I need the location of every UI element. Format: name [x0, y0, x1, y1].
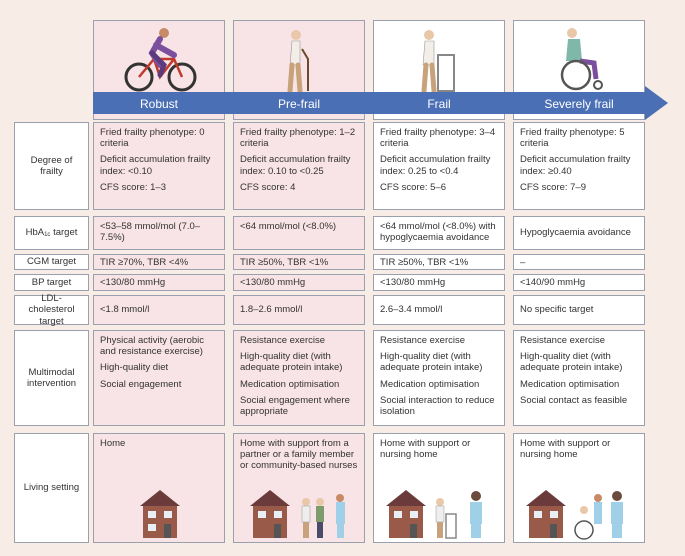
living-text: Home: [100, 438, 126, 449]
degree-text: Fried frailty phenotype: 1–2 criteria: [240, 127, 356, 150]
living-frail: [373, 433, 505, 543]
degree-text: Fried frailty phenotype: 3–4 criteria: [380, 127, 496, 150]
multimodal-frail: [373, 330, 505, 426]
row-label-degree: [14, 122, 89, 210]
cgm-severely-frail: –: [513, 254, 645, 270]
degree-text: Fried frailty phenotype: 5 criteria: [520, 127, 625, 150]
house-with-nurse-icon: [384, 488, 494, 540]
row-label-living: Living setting: [14, 433, 89, 543]
multimodal-severely-frail: [513, 330, 645, 426]
intervention-item: Resistance exercise: [520, 335, 606, 346]
row-label-ldl: LDL-cholesterol target: [14, 295, 89, 325]
intervention-item: Social engagement where appropriate: [240, 394, 350, 418]
degree-robust: [93, 122, 225, 210]
degree-text: CFS score: 7–9: [520, 181, 586, 193]
degree-text: Deficit accumulation frailty index: <0.10: [100, 154, 211, 177]
stage-robust: Robust: [139, 97, 179, 111]
degree-severely-frail: [513, 122, 645, 210]
intervention-item: Medication optimisation: [240, 378, 340, 390]
degree-label-text: Degree of frailty: [30, 154, 73, 177]
elderly-walker-icon: [374, 25, 504, 95]
living-pre-frail: [233, 433, 365, 543]
bp-pre-frail: <130/80 mmHg: [233, 274, 365, 291]
intervention-item: Medication optimisation: [520, 378, 620, 390]
ldl-severely-frail: No specific target: [513, 295, 645, 325]
degree-text: CFS score: 5–6: [380, 181, 446, 193]
stage-pre-frail: Pre-frail: [277, 97, 320, 111]
intervention-item: Medication optimisation: [380, 378, 480, 390]
row-label-multimodal: Multimodal intervention: [14, 330, 89, 426]
ldl-frail: 2.6–3.4 mmol/l: [373, 295, 505, 325]
degree-text: Deficit accumulation frailty index: 0.25 to <0.4: [380, 154, 491, 177]
hba1c-severely-frail: Hypoglycaemia avoidance: [513, 216, 645, 250]
house-with-carers-icon: [524, 488, 634, 540]
row-label-cgm: CGM target: [14, 254, 89, 270]
intervention-item: High-quality diet (with adequate protein intake): [520, 351, 623, 374]
house-icon: [138, 488, 182, 540]
degree-text: CFS score: 1–3: [100, 181, 166, 193]
bp-robust: <130/80 mmHg: [93, 274, 225, 291]
house-with-support-icon: [248, 488, 358, 540]
multimodal-robust: [93, 330, 225, 426]
degree-text: Deficit accumulation frailty index: ≥0.40: [520, 154, 631, 177]
living-text: Home with support or nursing home: [520, 438, 611, 461]
hba1c-pre-frail: <64 mmol/mol (<8.0%): [233, 216, 365, 250]
living-robust: [93, 433, 225, 543]
intervention-item: Physical activity (aerobic and resistance exercise): [100, 335, 205, 358]
living-text: Home with support or nursing home: [380, 438, 471, 461]
degree-pre-frail: [233, 122, 365, 210]
degree-frail: [373, 122, 505, 210]
stage-severely-frail: Severely frail: [544, 97, 614, 111]
ldl-robust: <1.8 mmol/l: [93, 295, 225, 325]
degree-text: Fried frailty phenotype: 0 criteria: [100, 127, 205, 150]
hba1c-label-sub: 1c: [44, 231, 51, 238]
living-severely-frail: [513, 433, 645, 543]
intervention-item: Social engagement: [100, 378, 182, 390]
degree-text: Deficit accumulation frailty index: 0.10 to <0.25: [240, 154, 351, 177]
living-text: Home with support from a partner or a family member or community-based nurses: [240, 438, 358, 472]
hba1c-robust: <53–58 mmol/mol (7.0–7.5%): [93, 216, 225, 250]
degree-text: CFS score: 4: [240, 181, 296, 193]
intervention-item: Social interaction to reduce isolation: [380, 394, 495, 418]
hba1c-label: [26, 227, 78, 239]
intervention-item: Social contact as feasible: [520, 394, 628, 406]
wheelchair-icon: [514, 25, 644, 95]
multimodal-pre-frail: [233, 330, 365, 426]
cgm-frail: TIR ≥50%, TBR <1%: [373, 254, 505, 270]
stage-frail: Frail: [427, 97, 451, 111]
hba1c-frail: <64 mmol/mol (<8.0%) with hypoglycaemia avoidance: [373, 216, 505, 250]
row-label-bp: BP target: [14, 274, 89, 291]
cyclist-icon: [94, 25, 224, 95]
hba1c-label-rest: target: [50, 226, 78, 238]
bp-frail: <130/80 mmHg: [373, 274, 505, 291]
ldl-pre-frail: 1.8–2.6 mmol/l: [233, 295, 365, 325]
intervention-item: Resistance exercise: [380, 335, 466, 346]
intervention-item: Resistance exercise: [240, 335, 326, 346]
intervention-item: High-quality diet: [100, 362, 169, 374]
cgm-pre-frail: TIR ≥50%, TBR <1%: [233, 254, 365, 270]
elderly-cane-icon: [234, 25, 364, 95]
hba1c-label-main: HbA: [25, 226, 45, 238]
intervention-item: High-quality diet (with adequate protein intake): [380, 351, 483, 374]
bp-severely-frail: <140/90 mmHg: [513, 274, 645, 291]
intervention-item: High-quality diet (with adequate protein intake): [240, 351, 343, 374]
row-label-hba1c: [14, 216, 89, 250]
cgm-robust: TIR ≥70%, TBR <4%: [93, 254, 225, 270]
